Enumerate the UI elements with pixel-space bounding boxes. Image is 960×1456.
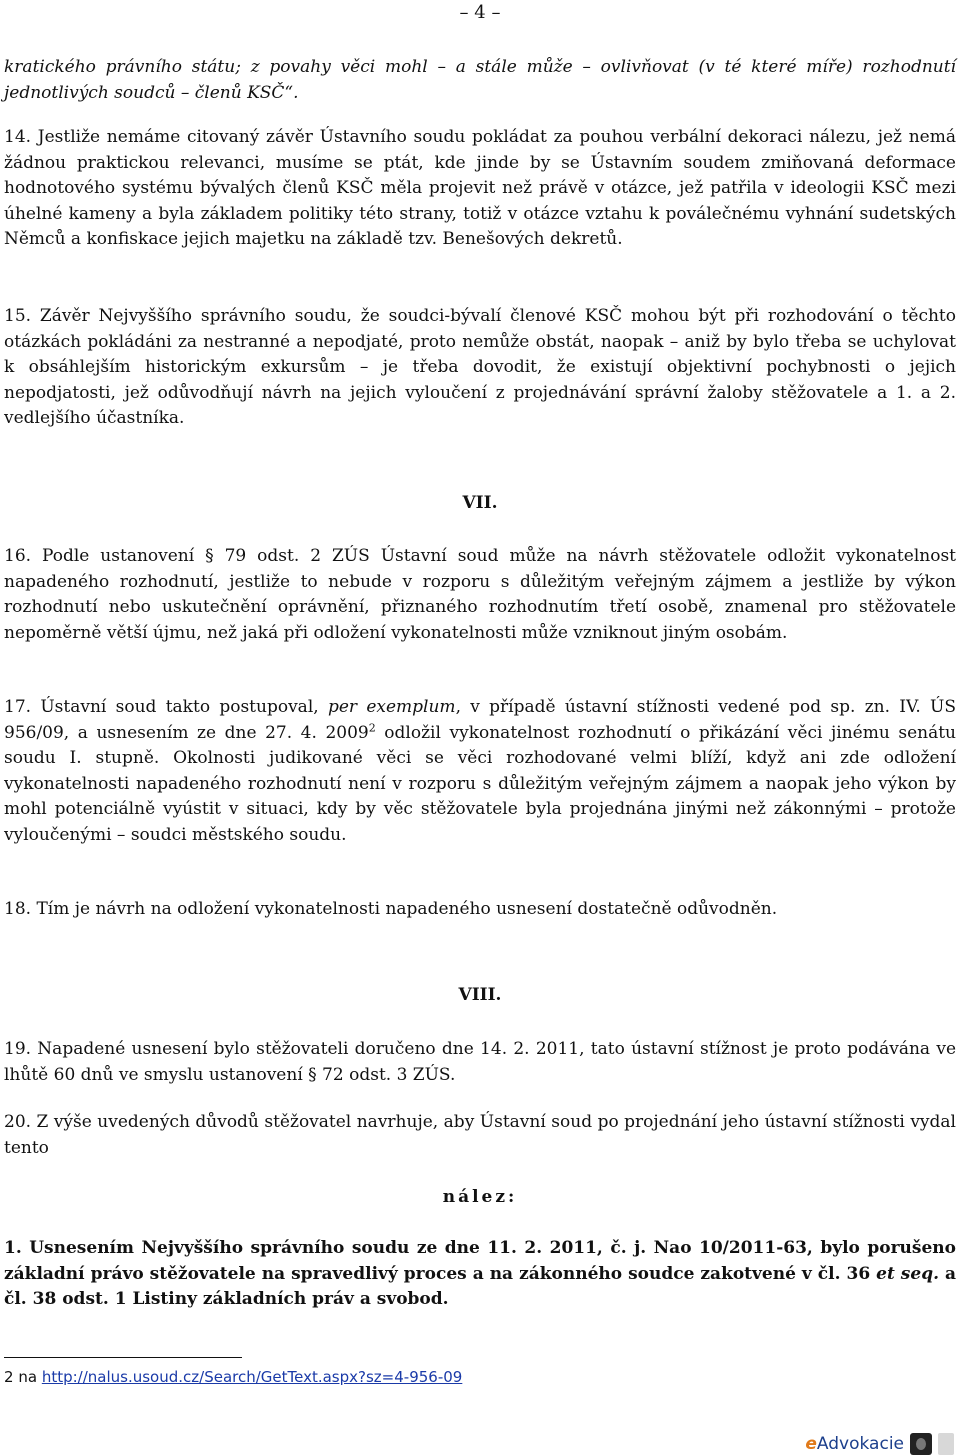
paragraph-18: 18. Tím je návrh na odložení vykonatelnosti napadeného usnesení dostatečně odůvodněn. — [4, 899, 778, 919]
paragraph-17 — [4, 695, 956, 848]
logo-side-icon — [938, 1433, 954, 1455]
paragraph-17-middle: , v případě ústavní stížnosti vedené pod sp. zn. IV. ÚS 956/09, a usnesením ze dne 27. 4. 2009 — [4, 697, 956, 743]
verdict-point-1-start: 1. Usnesením Nejvyššího správního soudu ze dne 11. 2. 2011, č. j. Nao 10/2011-63, bylo porušeno základní právo stěžovatele na spravedlivý proces a na zákonného soudce zakotvené v čl. 36 — [4, 1238, 956, 1284]
footnote-divider — [4, 1357, 242, 1358]
logo-name: Advokacie — [816, 1434, 904, 1454]
paragraph-17-end: odložil vykonatelnost rozhodnutí o přikázání věci jinému senátu soudu I. stupně. Okolnosti judikované věci se věci rozhodované velmi blíží, když ani zde odložení vykonatelnosti napadeného rozhodnutí není v rozporu s důležitým veřejným zájmem a naopak jeho výkon by mohl potenciálně vyústit v situaci, kdy by věc stěžovatele byla projednána jinými než zákonnými – protože vyloučenými – soudci městského soudu. — [4, 722, 956, 845]
footnote-prefix: na — [18, 1368, 38, 1386]
paragraph-15: 15. Závěr Nejvyššího správního soudu, že soudci-bývalí členové KSČ mohou být při rozhodování o těchto otázkách pokládáni za nestranné a nepodjaté, proto nemůže obstát, naopak – aniž by bylo třeba se uchylovat k obsáhlejším historickým exkursům – je třeba dovodit, že existují objektivní pochybnosti o jejich nepodjatosti, jež odůvodňují návrh na jejich vyloučení z projednávání správní žaloby stěžovatele a 1. a 2. vedlejšího účastníka. — [4, 306, 956, 428]
eadvokacie-logo — [805, 1432, 954, 1456]
paragraph-17-start: 17. Ústavní soud takto postupoval, — [4, 697, 328, 717]
logo-e: e — [805, 1434, 817, 1454]
paragraph-17-latin: per exemplum — [327, 697, 456, 717]
logo-emblem-icon — [910, 1433, 932, 1455]
paragraph-13-continuation: kratického právního státu; z povahy věci mohl – a stále může – ovlivňovat (v té které míře) rozhodnutí jednotlivých soudců – členů KSČ“. — [4, 57, 956, 103]
footnote-number: 2 — [4, 1368, 14, 1386]
paragraph-16: 16. Podle ustanovení § 79 odst. 2 ZÚS Ústavní soud může na návrh stěžovatele odložit vykonatelnost napadeného rozhodnutí, jestliže to nebude v rozporu s důležitým veřejným zájmem a jestliže by výkon rozhodnutí nebo uskutečnění oprávnění, přiznaného rozhodnutím třetí osobě, znamenal pro stěžovatele nepoměrně větší újmu, než jaká při odložení vykonatelnosti může vzniknout jiným osobám. — [4, 546, 956, 643]
paragraph-19: 19. Napadené usnesení bylo stěžovateli doručeno dne 14. 2. 2011, tato ústavní stížnost je proto podávána ve lhůtě 60 dnů ve smyslu ustanovení § 72 odst. 3 ZÚS. — [4, 1039, 956, 1085]
section-heading-viii: VIII. — [458, 985, 502, 1005]
section-heading-vii: VII. — [462, 493, 498, 513]
verdict-point-1-latin: et seq. — [876, 1263, 939, 1284]
page-number: – 4 – — [459, 2, 501, 23]
verdict-point-1 — [4, 1236, 956, 1313]
footnote — [4, 1368, 462, 1386]
verdict-point-1-end: a čl. 38 odst. 1 Listiny základních práv a svobod. — [4, 1263, 957, 1309]
footnote-reference: 2 — [368, 720, 376, 734]
verdict-heading: nález: — [442, 1187, 518, 1207]
logo-wordmark — [805, 1434, 904, 1454]
footnote-link[interactable]: http://nalus.usoud.cz/Search/GetText.aspx?sz=4-956-09 — [41, 1368, 463, 1386]
paragraph-14: 14. Jestliže nemáme citovaný závěr Ústavního soudu pokládat za pouhou verbální dekoraci nálezu, jež nemá žádnou praktickou relevanci, musíme se ptát, kde jinde by se Ústavním soudem zmiňovaná deformace hodnotového systému bývalých členů KSČ měla projevit než právě v otázce, jež patřila v ideologii KSČ mezi úhelné kameny a byla základem politiky této strany, totiž v otázce vztahu k poválečnému vyhnání sudetských Němců a konfiskace jejich majetku na základě tzv. Benešových dekretů. — [4, 127, 956, 249]
paragraph-20: 20. Z výše uvedených důvodů stěžovatel navrhuje, aby Ústavní soud po projednání jeho ústavní stížnosti vydal tento — [4, 1112, 956, 1158]
